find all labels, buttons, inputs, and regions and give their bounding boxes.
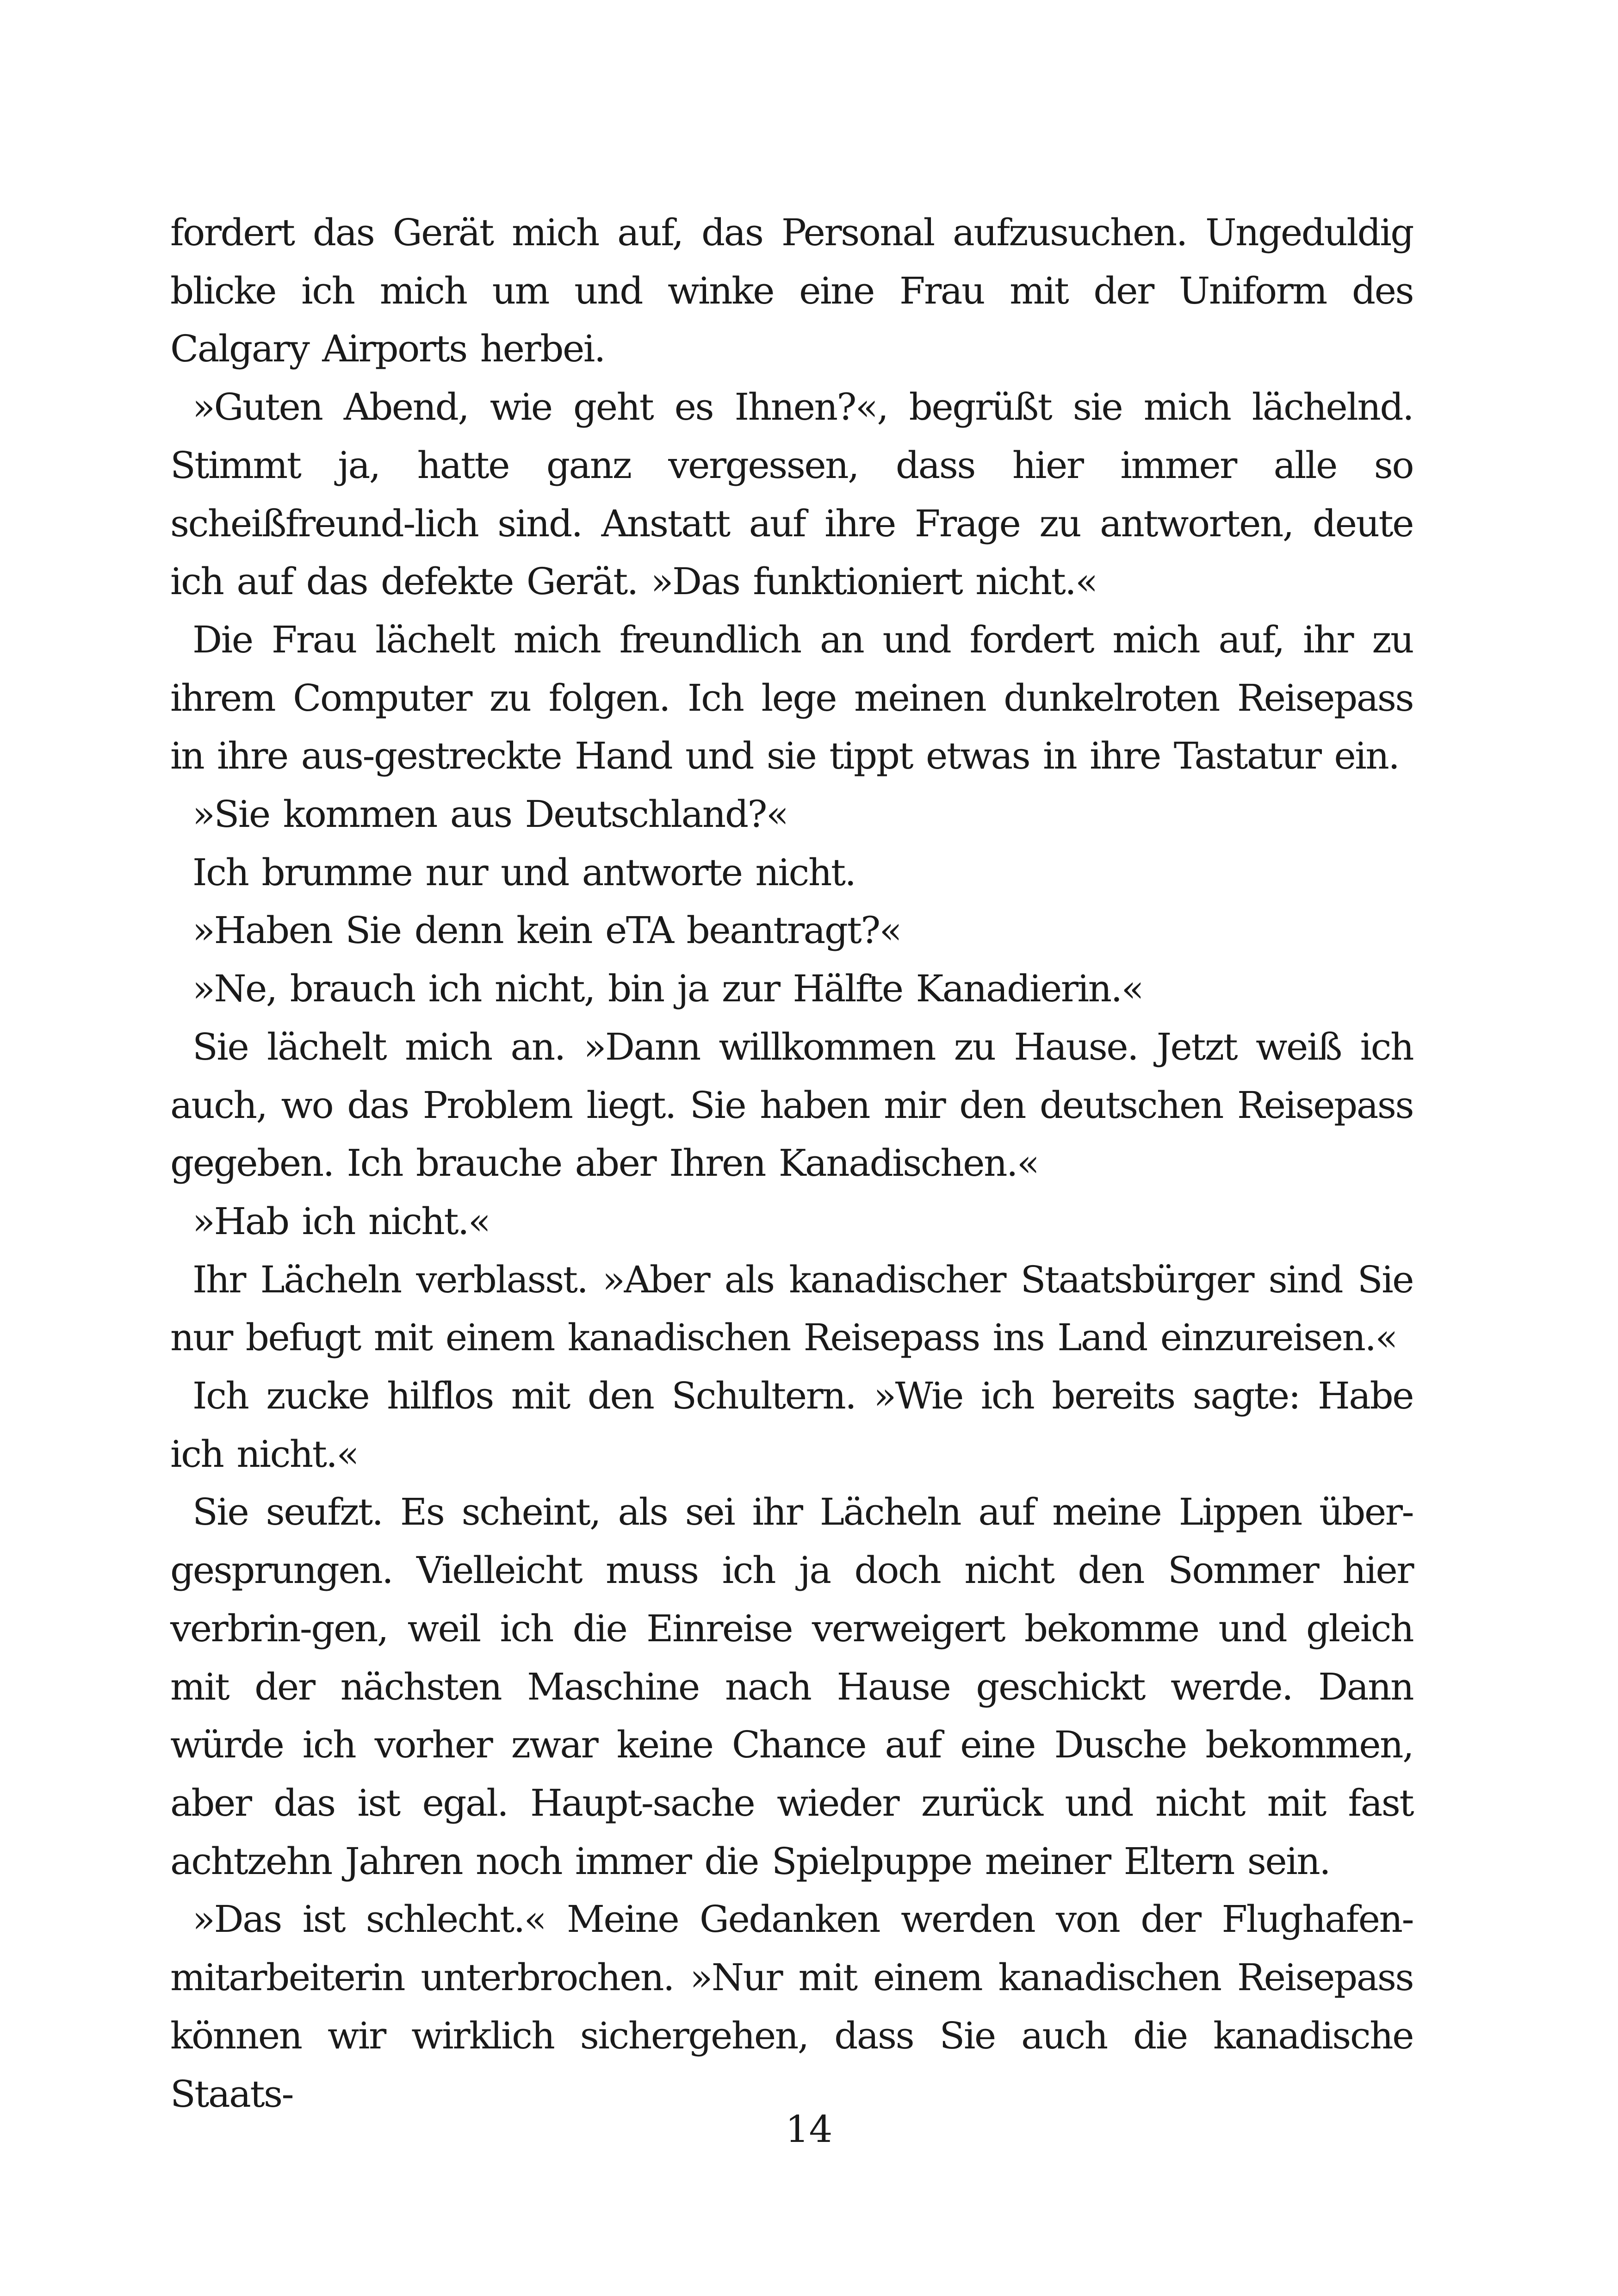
paragraph: Ich zucke hilflos mit den Schultern. »Wie ich bereits sagte: Habe ich nicht.« [170,1374,1413,1476]
paragraph: fordert das Gerät mich auf, das Personal aufzusuchen. Ungeduldig blicke ich mich um und winke eine Frau mit der Uniform des Calgary Airports herbei. [170,211,1413,371]
paragraph: »Hab ich nicht.« [192,1199,490,1243]
paragraph: Ihr Lächeln verblasst. »Aber als kanadischer Staatsbürger sind Sie nur befugt mit einem kanadischen Reisepass ins Land einzureisen.« [170,1258,1413,1359]
body-text [170,204,1413,2123]
paragraph: Die Frau lächelt mich freundlich an und fordert mich auf, ihr zu ihrem Computer zu folgen. Ich lege meinen dunkelroten Reisepass in ihre aus-gestreckte Hand und sie tippt etwas in ihre Tastatur ein. [170,618,1413,778]
paragraph: »Guten Abend, wie geht es Ihnen?«, begrüßt sie mich lächelnd. Stimmt ja, hatte ganz vergessen, dass hier immer alle so scheißfreund-lich sind. Anstatt auf ihre Frage zu antworten, deute ich auf das defekte Gerät. »Das funktioniert nicht.« [170,385,1413,603]
paragraph: Sie lächelt mich an. »Dann willkommen zu Hause. Jetzt weiß ich auch, wo das Problem liegt. Sie haben mir den deutschen Reisepass gegeben. Ich brauche aber Ihren Kanadischen.« [170,1025,1413,1185]
paragraph: »Das ist schlecht.« Meine Gedanken werden von der Flughafen-mitarbeiterin unterbrochen. »Nur mit einem kanadischen Reisepass können wir wirklich sichergehen, dass Sie auch die kanadische Staats- [170,1898,1413,2116]
paragraph: Sie seufzt. Es scheint, als sei ihr Lächeln auf meine Lippen über-gesprungen. Vielleicht muss ich ja doch nicht den Sommer hier verbrin-gen, weil ich die Einreise verweigert bekomme und gleich mit der nächsten Maschine nach Hause geschickt werde. Dann würde ich vorher zwar keine Chance auf eine Dusche bekommen, aber das ist egal. Haupt-sache wieder zurück und nicht mit fast achtzehn Jahren noch immer die Spielpuppe meiner Eltern sein. [170,1490,1413,1883]
paragraph: Ich brumme nur und antworte nicht. [192,850,855,894]
page-number: 14 [785,2108,833,2151]
paragraph: »Sie kommen aus Deutschland?« [192,793,788,836]
paragraph: »Haben Sie denn kein eTA beantragt?« [192,909,901,952]
paragraph: »Ne, brauch ich nicht, bin ja zur Hälfte Kanadierin.« [192,967,1143,1011]
